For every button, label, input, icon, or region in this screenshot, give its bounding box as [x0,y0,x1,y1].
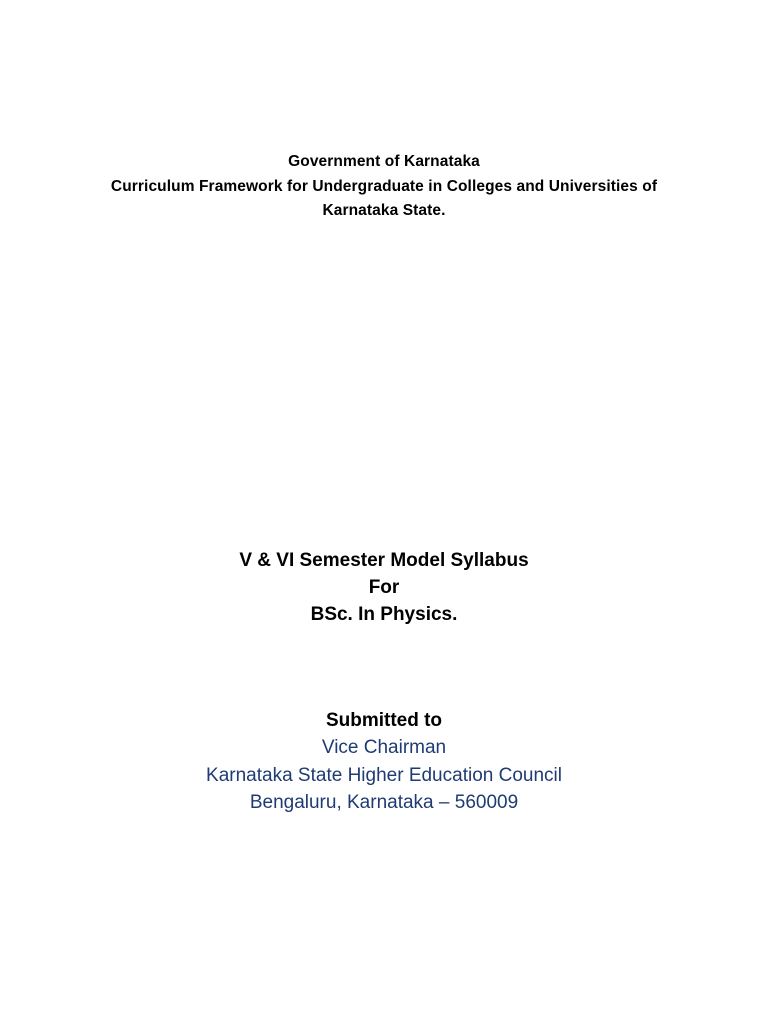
submitted-to-heading: Submitted to [325,710,443,731]
syllabus-title-block [0,547,768,628]
degree-program: BSc. In Physics. [310,604,458,625]
recipient-organization: Karnataka State Higher Education Council [206,764,562,786]
recipient-address: Bengaluru, Karnataka – 560009 [249,792,519,813]
framework-title-continued: Karnataka State. [322,202,446,219]
recipient-title: Vice Chairman [321,737,447,758]
submission-block [0,707,768,817]
syllabus-for: For [368,577,400,598]
document-header [0,150,768,224]
framework-title: Curriculum Framework for Undergraduate in Colleges and Universities of [110,177,658,195]
syllabus-title: V & VI Semester Model Syllabus [239,550,529,571]
government-name: Government of Karnataka [288,153,480,170]
